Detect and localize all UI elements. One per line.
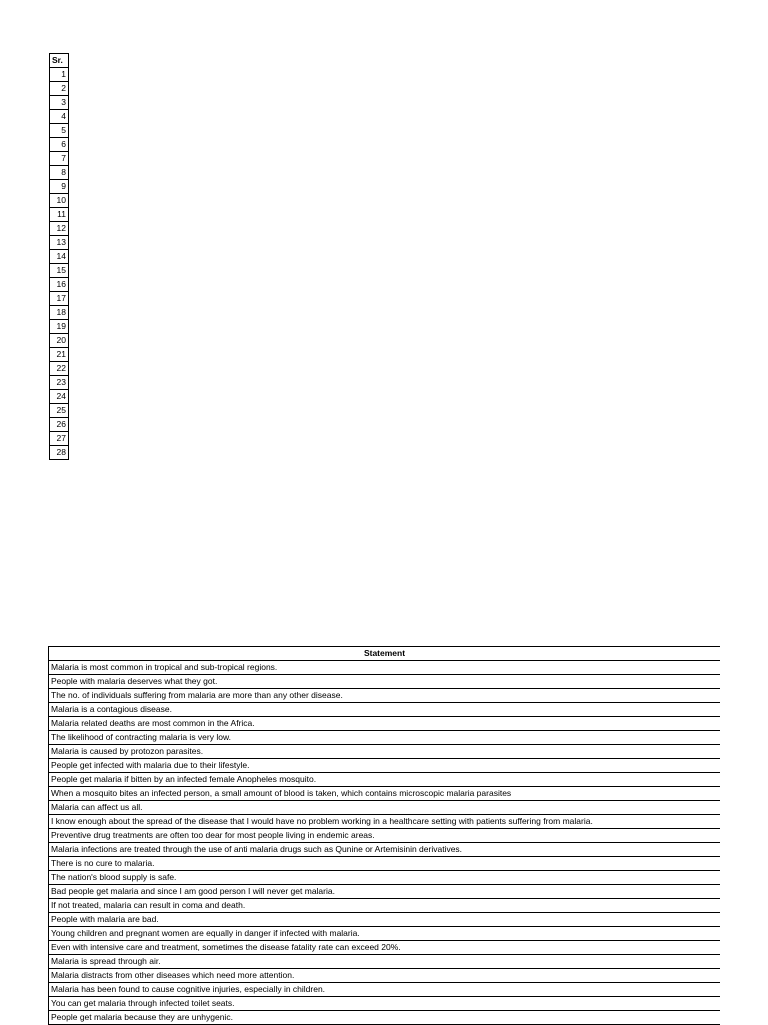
statement-cell: If not treated, malaria can result in coma and death.: [49, 899, 721, 913]
table-row: [50, 236, 69, 250]
table-row: [49, 815, 721, 829]
serial-number-cell: 2: [50, 82, 69, 96]
table-row: [49, 731, 721, 745]
table-row: [49, 801, 721, 815]
statement-cell: Malaria is spread through air.: [49, 955, 721, 969]
statement-table-body: [49, 661, 721, 1025]
statement-cell: Malaria distracts from other diseases which need more attention.: [49, 969, 721, 983]
table-row: [49, 689, 721, 703]
table-row: [50, 194, 69, 208]
serial-number-cell: 19: [50, 320, 69, 334]
table-row: [49, 941, 721, 955]
table-row: [49, 899, 721, 913]
table-row: [50, 96, 69, 110]
table-row: [50, 320, 69, 334]
table-row: [49, 787, 721, 801]
table-row: [49, 871, 721, 885]
statement-table: [48, 646, 720, 1025]
statement-cell: The nation's blood supply is safe.: [49, 871, 721, 885]
table-row: [50, 68, 69, 82]
serial-number-cell: 11: [50, 208, 69, 222]
table-row: [50, 152, 69, 166]
table-row: [50, 348, 69, 362]
table-row: [50, 292, 69, 306]
table-row: [50, 362, 69, 376]
table-row: [50, 264, 69, 278]
statement-cell: People get infected with malaria due to their lifestyle.: [49, 759, 721, 773]
table-row: [50, 432, 69, 446]
serial-number-cell: 27: [50, 432, 69, 446]
table-row: [50, 82, 69, 96]
serial-number-cell: 15: [50, 264, 69, 278]
table-row: [50, 278, 69, 292]
table-row: [49, 983, 721, 997]
serial-number-table: [49, 53, 69, 460]
statement-cell: People with malaria deserves what they got.: [49, 675, 721, 689]
serial-number-cell: 16: [50, 278, 69, 292]
statement-cell: Young children and pregnant women are equally in danger if infected with malaria.: [49, 927, 721, 941]
table-row: [50, 166, 69, 180]
statement-cell: Malaria is a contagious disease.: [49, 703, 721, 717]
statement-cell: Malaria is caused by protozon parasites.: [49, 745, 721, 759]
statement-cell: Bad people get malaria and since I am good person I will never get malaria.: [49, 885, 721, 899]
table-row: [50, 180, 69, 194]
table-row: [50, 418, 69, 432]
table-row: [50, 306, 69, 320]
table-row: [50, 250, 69, 264]
table-row: [49, 773, 721, 787]
serial-header: Sr.: [50, 54, 69, 68]
serial-number-cell: 17: [50, 292, 69, 306]
table-row: [49, 717, 721, 731]
table-row: [50, 376, 69, 390]
serial-number-cell: 8: [50, 166, 69, 180]
serial-number-cell: 4: [50, 110, 69, 124]
table-row: [49, 1011, 721, 1025]
table-row: [50, 138, 69, 152]
statement-header: Statement: [49, 647, 721, 661]
table-row: [49, 703, 721, 717]
table-row: [50, 208, 69, 222]
table-row: [49, 927, 721, 941]
table-row: [50, 334, 69, 348]
serial-header-row: [50, 54, 69, 68]
statement-cell: People with malaria are bad.: [49, 913, 721, 927]
table-row: [50, 404, 69, 418]
table-row: [49, 829, 721, 843]
serial-number-cell: 24: [50, 390, 69, 404]
statement-header-row: [49, 647, 721, 661]
statement-cell: There is no cure to malaria.: [49, 857, 721, 871]
serial-number-cell: 20: [50, 334, 69, 348]
serial-number-cell: 21: [50, 348, 69, 362]
serial-table-body: [50, 68, 69, 460]
table-row: [49, 843, 721, 857]
serial-number-cell: 7: [50, 152, 69, 166]
table-row: [50, 390, 69, 404]
serial-number-cell: 1: [50, 68, 69, 82]
statement-cell: I know enough about the spread of the disease that I would have no problem working in a healthcare setting with patients suffering from malaria.: [49, 815, 721, 829]
serial-number-cell: 25: [50, 404, 69, 418]
table-row: [49, 759, 721, 773]
table-row: [49, 675, 721, 689]
serial-number-cell: 26: [50, 418, 69, 432]
table-row: [49, 885, 721, 899]
table-row: [49, 955, 721, 969]
serial-number-cell: 3: [50, 96, 69, 110]
statement-cell: People get malaria because they are unhygenic.: [49, 1011, 721, 1025]
table-row: [50, 222, 69, 236]
statement-cell: You can get malaria through infected toilet seats.: [49, 997, 721, 1011]
statement-cell: People get malaria if bitten by an infected female Anopheles mosquito.: [49, 773, 721, 787]
statement-cell: Malaria related deaths are most common in the Africa.: [49, 717, 721, 731]
serial-number-cell: 18: [50, 306, 69, 320]
statement-cell: Preventive drug treatments are often too dear for most people living in endemic areas.: [49, 829, 721, 843]
serial-number-cell: 5: [50, 124, 69, 138]
table-row: [49, 857, 721, 871]
serial-number-cell: 9: [50, 180, 69, 194]
statement-cell: Even with intensive care and treatment, sometimes the disease fatality rate can exceed 20%.: [49, 941, 721, 955]
serial-number-cell: 23: [50, 376, 69, 390]
table-row: [50, 446, 69, 460]
table-row: [49, 661, 721, 675]
statement-cell: Malaria has been found to cause cognitive injuries, especially in children.: [49, 983, 721, 997]
serial-number-cell: 28: [50, 446, 69, 460]
serial-number-cell: 14: [50, 250, 69, 264]
statement-cell: When a mosquito bites an infected person, a small amount of blood is taken, which contains microscopic malaria parasites: [49, 787, 721, 801]
statement-cell: The no. of individuals suffering from malaria are more than any other disease.: [49, 689, 721, 703]
table-row: [49, 745, 721, 759]
serial-number-cell: 22: [50, 362, 69, 376]
table-row: [50, 110, 69, 124]
table-row: [50, 124, 69, 138]
serial-number-cell: 13: [50, 236, 69, 250]
table-row: [49, 913, 721, 927]
table-row: [49, 997, 721, 1011]
serial-number-cell: 10: [50, 194, 69, 208]
table-row: [49, 969, 721, 983]
statement-cell: Malaria infections are treated through the use of anti malaria drugs such as Qunine or Artemisinin derivatives.: [49, 843, 721, 857]
statement-cell: The likelihood of contracting malaria is very low.: [49, 731, 721, 745]
statement-cell: Malaria can affect us all.: [49, 801, 721, 815]
serial-number-cell: 12: [50, 222, 69, 236]
statement-cell: Malaria is most common in tropical and sub-tropical regions.: [49, 661, 721, 675]
serial-number-cell: 6: [50, 138, 69, 152]
